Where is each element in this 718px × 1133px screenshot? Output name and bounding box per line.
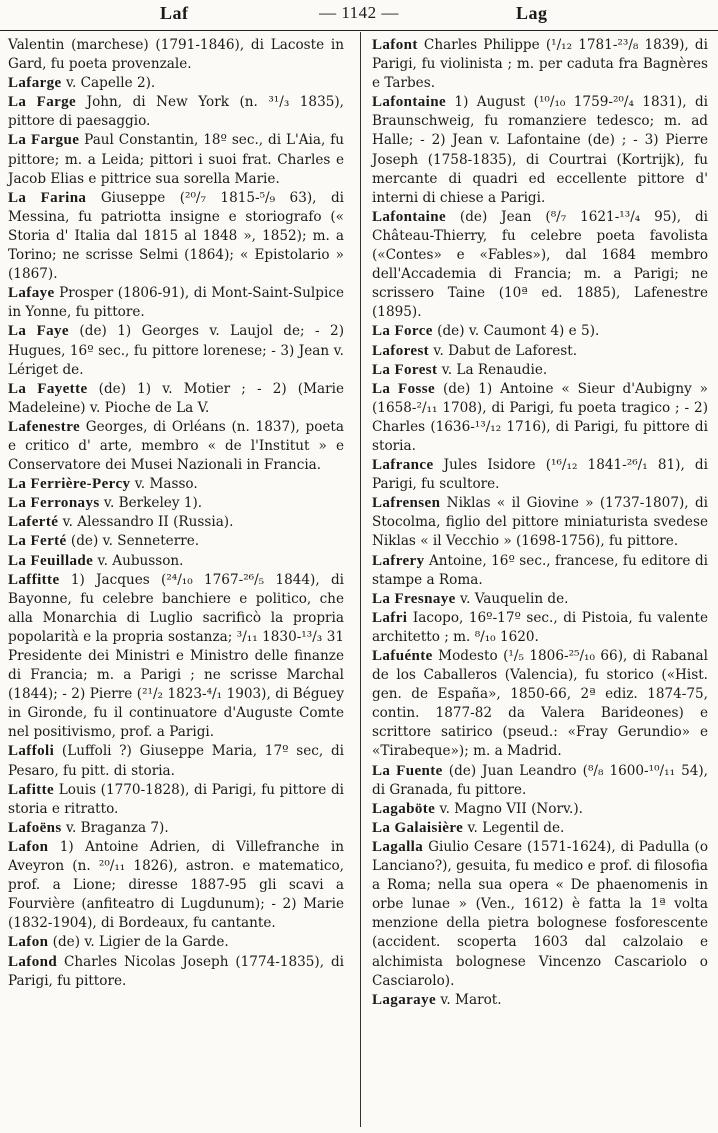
header-right-guideword: Lag (516, 3, 548, 23)
header-left-guideword: Laf (160, 3, 189, 23)
entry-headword: Lafrance (372, 457, 434, 474)
dictionary-entry (372, 93, 708, 208)
entry-text: (de) Juan Leandro (⁸/₈ 1600-¹⁰/₁₁ 54), di Granada, fu pittore. (372, 762, 708, 798)
entry-headword: La Ferté (8, 533, 67, 550)
entry-headword: La Feuillade (8, 552, 94, 569)
entry-text: Giuseppe (²⁰/₇ 1815-⁵/₉ 63), di Messina, fu patriotta insigne e storiografo (« Storia d' Italia dal 1815 al 1848 », 1852); m. a Torino; ne scrisse Selmi (1864); « Epistolario » (1867). (8, 189, 344, 283)
entry-text: v. Berkeley 1). (99, 495, 203, 512)
entry-headword: La Force (372, 323, 433, 340)
entry-headword: Lafarge (8, 75, 62, 92)
entry-headword: La Galaisière (372, 819, 464, 836)
dictionary-entry (8, 322, 344, 379)
entry-text: (de) v. Senneterre. (66, 533, 200, 550)
dictionary-entry (8, 418, 344, 475)
dictionary-entry (8, 131, 344, 188)
entry-headword: Lafenestre (8, 418, 81, 435)
dictionary-entry (8, 475, 344, 494)
entry-headword: La Fosse (372, 380, 436, 397)
dictionary-entry (372, 552, 708, 590)
entry-text: v. Magno VII (Norv.). (435, 800, 583, 817)
dictionary-entry (8, 781, 344, 819)
entry-text: v. Capelle 2). (61, 75, 156, 92)
entry-headword: La Fuente (372, 762, 443, 779)
entry-text: v. Vauquelin de. (455, 590, 569, 607)
left-column (8, 36, 344, 991)
dictionary-entry (8, 513, 344, 532)
dictionary-entry (372, 456, 708, 494)
dictionary-entry (8, 953, 344, 991)
entry-text: (de) v. Caumont 4) e 5). (432, 323, 600, 340)
dictionary-entry (372, 991, 708, 1010)
dictionary-entry (372, 762, 708, 800)
entry-headword: Lafrensen (372, 495, 441, 512)
dictionary-entry (372, 208, 708, 323)
entry-headword: Laffoli (8, 743, 55, 760)
entry-text: v. Alessandro II (Russia). (58, 514, 234, 531)
entry-text: v. La Renaudie. (437, 361, 548, 378)
dictionary-entry (372, 819, 708, 838)
dictionary-entry (8, 494, 344, 513)
entry-text: v. Masso. (130, 476, 198, 493)
entry-headword: Laferté (8, 514, 59, 531)
entry-text: John, di New York (n. ³¹/₃ 1835), pittore di paesaggio. (8, 94, 344, 130)
entry-text: Modesto (¹/₅ 1806-²⁵/₁₀ 66), di Rabanal de los Caballeros (Valencia), fu storico («Hist. gen. de España», 1850-66, 2ª ediz. 1874-75, contin. 1877-82 da Valera Barideones) e scrittore satirico (pseud.: «Fray Gerundio» e «Tirabeque»); m. a Madrid. (372, 648, 708, 760)
entry-headword: Laffitte (8, 571, 60, 588)
running-header (0, 0, 718, 31)
entry-text: Paul Constantin, 18º sec., di L'Aia, fu pittore; m. a Leida; pittori i suoi frat. Charles e Jacob Elias e pittrice sua sorella Marie. (8, 132, 344, 187)
entry-text: Georges, di Orléans (n. 1837), poeta e critico d' arte, membro « de l'Institut » e Conservatore dei Musei Nazionali in Francia. (8, 418, 344, 474)
entry-text: Charles Nicolas Joseph (1774-1835), di Parigi, fu pittore. (8, 953, 344, 989)
dictionary-entry (372, 609, 708, 647)
entry-headword: Lafon (8, 934, 49, 951)
entry-headword: Lafuénte (372, 648, 433, 664)
entry-headword: La Fresnaye (372, 590, 456, 607)
dictionary-entry (372, 647, 708, 762)
entry-text: v. Braganza 7). (61, 819, 169, 836)
entry-text: Niklas « il Giovine » (1737-1807), di Stocolma, figlio del pittore miniaturista svedese Niklas « il Vecchio » (1698-1756), fu pittore. (372, 495, 708, 550)
entry-text: Jules Isidore (¹⁶/₁₂ 1841-²⁶/₁ 81), di Parigi, fu scultore. (372, 457, 708, 493)
entry-headword: La Fayette (8, 380, 88, 397)
entry-text: Valentin (marchese) (1791-1846), di Lacoste in Gard, fu poeta provenzale. (8, 37, 344, 73)
right-column (372, 36, 708, 1010)
dictionary-entry (372, 800, 708, 819)
dictionary-entry (8, 552, 344, 571)
dictionary-entry (8, 380, 344, 418)
entry-headword: Lagalla (372, 838, 424, 855)
dictionary-entry (8, 74, 344, 93)
entry-text: v. Aubusson. (93, 552, 184, 569)
dictionary-entry (8, 532, 344, 551)
dictionary-entry (372, 322, 708, 341)
dictionary-entry (8, 819, 344, 838)
dictionary-entry (8, 93, 344, 131)
entry-headword: Lafoëns (8, 819, 62, 836)
entry-text: Antoine, 16º sec., francese, fu editore di stampe a Roma. (372, 552, 708, 588)
dictionary-entry (8, 838, 344, 933)
dictionary-entry (8, 742, 344, 780)
dictionary-entry (8, 36, 344, 74)
entry-text: v. Dabut de Laforest. (429, 342, 578, 359)
entry-headword: Lafitte (8, 781, 55, 798)
entry-text: 1) August (¹⁰/₁₀ 1759-²⁰/₄ 1831), di Braunschweig, fu romanziere tedesco; m. ad Halle; - 2) Jean v. Lafontaine (de) ; - 3) Pierre Joseph (1758-1835), di Courtrai (Kortrijk), fu mercante di quadri ed eccellente pittore d' interni di chiese a Parigi. (372, 94, 708, 206)
entry-headword: La Farina (8, 189, 87, 206)
dictionary-entry (372, 361, 708, 380)
entry-headword: La Faye (8, 323, 69, 340)
entry-headword: La Ferronays (8, 495, 100, 512)
entry-headword: La Fargue (8, 132, 80, 149)
entry-headword: Lafontaine (372, 94, 447, 111)
entry-text: (de) 1) Georges v. Laujol de; - 2) Hugues, 16º sec., fu pittore lorenese; - 3) Jean v. Lériget de. (8, 323, 344, 378)
entry-text: (de) 1) Antoine « Sieur d'Aubigny » (1658-²/₁₁ 1708), di Parigi, fu poeta tragico ; - 2) Charles (1636-¹³/₁₂ 1716), di Parigi, fu pittore di storia. (372, 380, 708, 454)
entry-text: (de) Jean (⁸/₇ 1621-¹³/₄ 95), di Château-Thierry, fu celebre poeta favolista («Contes» e «Fables»), dal 1684 membro dell'Accademia di Francia; m. a Parigi; ne scrissero Taine (10ª ed. 1885), Lafenestre (1895). (372, 208, 708, 321)
dictionary-entry (8, 571, 344, 743)
entry-headword: Lagaraye (372, 991, 437, 1008)
page-number: — 1142 — (319, 3, 399, 22)
dictionary-entry (8, 189, 344, 284)
entry-text: Giulio Cesare (1571-1624), di Padulla (o Lanciano?), gesuita, fu medico e prof. di filosofia a Roma; nella sua opera « De phaenomenis in orbe lunae » (Ven., 1612) è fatta la 1ª volta menzione della pietra bolognese fosforescente (accident. scoperta 1603 dal calzolaio e alchimista bolognese Vincenzo Cascariolo o Casciarolo). (372, 838, 708, 989)
dictionary-entry (372, 590, 708, 609)
entry-headword: Laforest (372, 342, 430, 359)
entry-headword: Lafond (8, 953, 58, 970)
entry-headword: La Farge (8, 94, 77, 111)
dictionary-entry (8, 933, 344, 952)
entry-text: Charles Philippe (¹/₁₂ 1781-²³/₈ 1839), di Parigi, fu violinista ; m. per caduta fra Bagnères e Tarbes. (372, 37, 708, 92)
entry-headword: Lafon (8, 838, 49, 855)
entry-text: Iacopo, 16º-17º sec., di Pistoia, fu valente architetto ; m. ⁸/₁₀ 1620. (372, 609, 708, 645)
entry-text: Louis (1770-1828), di Parigi, fu pittore di storia e ritratto. (8, 781, 344, 817)
entry-text: (de) 1) v. Motier ; - 2) (Marie Madeleine) v. Pioche de La V. (8, 380, 344, 416)
entry-text: Prosper (1806-91), di Mont-Saint-Sulpice in Yonne, fu pittore. (8, 285, 344, 321)
entry-text: (de) v. Ligier de la Garde. (48, 934, 229, 951)
entry-headword: Lafri (372, 609, 408, 626)
dictionary-entry (372, 342, 708, 361)
entry-headword: Lafont (372, 37, 418, 53)
entry-text: 1) Antoine Adrien, di Villefranche in Aveyron (n. ²⁰/₁₁ 1826), astron. e matematico, prof. a Lione; diresse 1887-95 gli scavi a Fourvière (anfiteatro di Lugdunum); - 2) Marie (1832-1904), di Bordeaux, fu cantante. (8, 838, 344, 932)
entry-headword: La Ferrière-Percy (8, 476, 131, 493)
dictionary-entry (8, 284, 344, 322)
dictionary-entry (372, 838, 708, 991)
column-divider (360, 32, 361, 1127)
entry-headword: La Forest (372, 361, 438, 378)
entry-headword: Lafaye (8, 285, 55, 302)
entry-text: 1) Jacques (²⁴/₁₀ 1767-²⁶/₅ 1844), di Bayonne, fu celebre banchiere e politico, che alla Monarchia di Luglio sacrificò la propria popolarità e la propria sostanza; ³/₁₁ 1830-¹³/₃ 31 Presidente dei Ministri e Ministro delle finanze di Francia; m. a Parigi ; ne scrisse Marchal (1844); - 2) Pierre (²¹/₂ 1823-⁴/₁ 1903), di Béguey in Gironde, fu il continuatore d'Auguste Comte nel positivismo, prof. a Parigi. (8, 571, 344, 741)
dictionary-entry (372, 36, 708, 93)
dictionary-entry (372, 380, 708, 456)
entry-text: v. Legentil de. (463, 819, 565, 836)
entry-headword: Lafontaine (372, 208, 447, 225)
entry-text: v. Marot. (436, 991, 502, 1008)
entry-headword: Lagaböte (372, 800, 436, 817)
entry-headword: Lafrery (372, 552, 425, 569)
entry-text: (Luffoli ?) Giuseppe Maria, 17º sec, di Pesaro, fu pitt. di storia. (8, 743, 344, 779)
dictionary-entry (372, 494, 708, 551)
